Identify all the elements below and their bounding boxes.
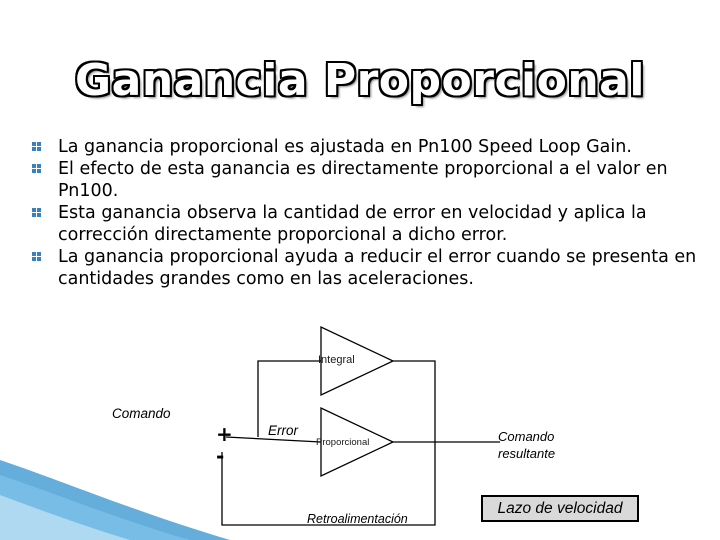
feedback-label: Retroalimentación — [307, 512, 408, 526]
slide-title: Ganancia Proporcional — [75, 55, 645, 106]
integral-label: Integral — [318, 354, 355, 366]
error-label: Error — [268, 423, 298, 438]
minus-sign: - — [216, 444, 225, 468]
bullet-text: El efecto de esta ganancia es directamente proporcional a el valor en Pn100. — [58, 159, 668, 201]
bullet-text: La ganancia proporcional es ajustada en Pn100 Speed Loop Gain. — [58, 137, 632, 157]
result-command-label-2: resultante — [498, 446, 556, 461]
speed-loop-badge: Lazo de velocidad — [481, 495, 639, 522]
plus-sign: + — [216, 422, 233, 446]
proportional-label: Proporcional — [316, 437, 370, 448]
bullet-text: La ganancia proporcional ayuda a reducir el error cuando se presenta en cantidades grandes como en las aceleraciones. — [58, 247, 697, 289]
command-label: Comando — [112, 406, 171, 421]
integral-output-line — [393, 361, 435, 442]
bullet-text: Esta ganancia observa la cantidad de error en velocidad y aplica la corrección directamente proporcional a dicho error. — [58, 203, 647, 245]
result-command-label: Comando — [498, 429, 555, 444]
